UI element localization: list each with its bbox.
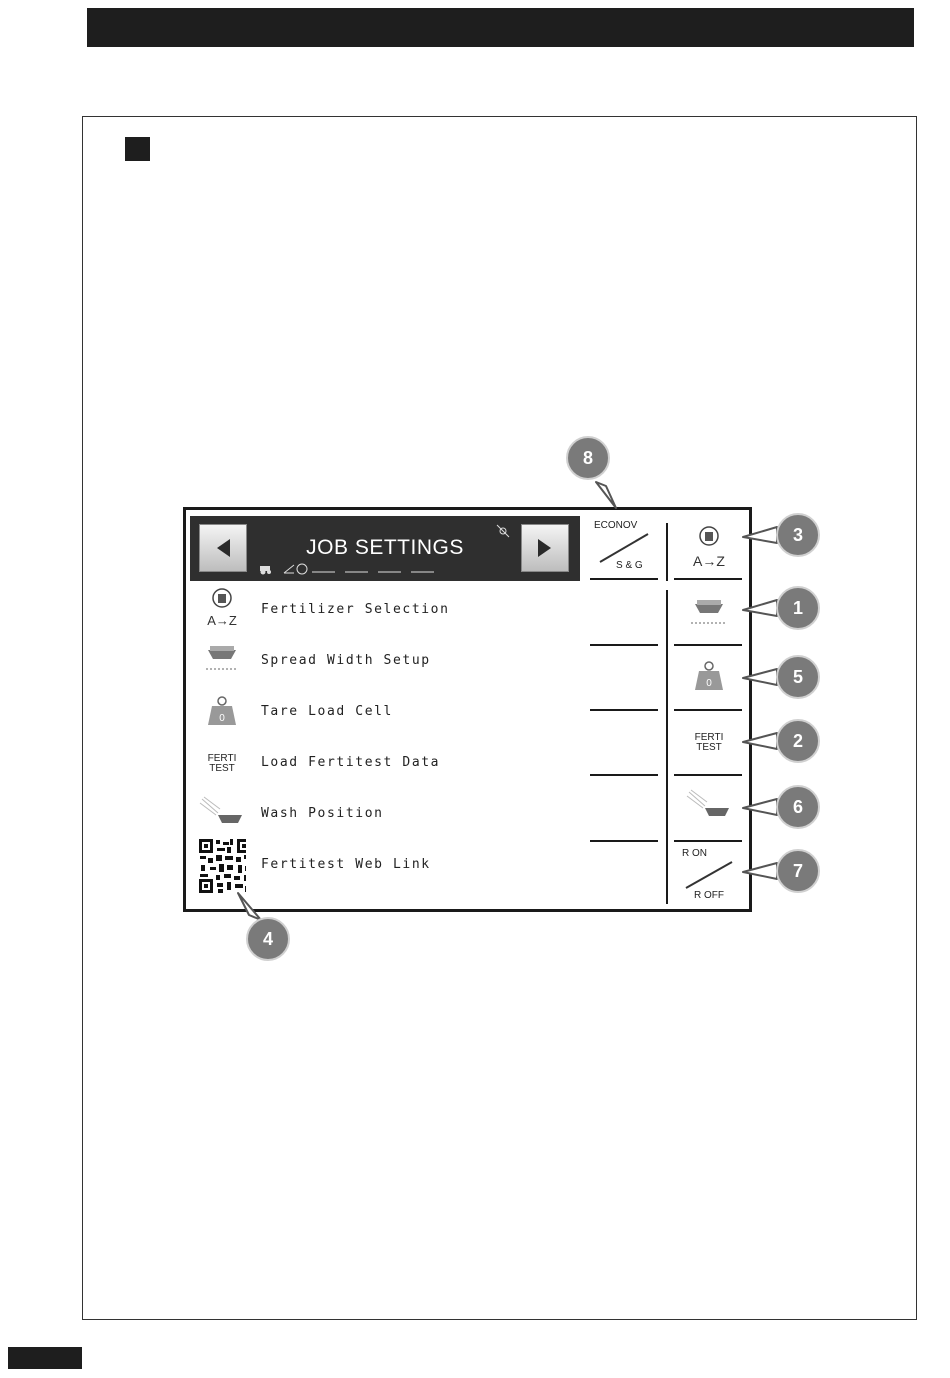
fertitest-icon: FERTI TEST (694, 732, 724, 753)
svg-text:0: 0 (706, 678, 712, 689)
callout-5: 5 (776, 655, 820, 699)
menu-item-load-fertitest[interactable]: Load Fertitest Data (261, 755, 441, 770)
callout-2: 2 (776, 719, 820, 763)
screen-title: JOB SETTINGS (306, 536, 464, 559)
callout-3: 3 (776, 513, 820, 557)
svg-text:0: 0 (219, 713, 225, 724)
menu-item-wash-position[interactable]: Wash Position (261, 806, 384, 821)
menu-item-tare-load-cell[interactable]: Tare Load Cell (261, 704, 393, 719)
menu-item-spread-width[interactable]: Spread Width Setup (261, 653, 431, 668)
svg-text:A→Z: A→Z (693, 553, 725, 569)
callout-7: 7 (776, 849, 820, 893)
svg-text:A→Z: A→Z (207, 613, 237, 628)
callout-1: 1 (776, 586, 820, 630)
callout-8: 8 (566, 436, 610, 480)
r-toggle-softkey[interactable]: R ON R OFF (674, 846, 744, 904)
menu-item-fertilizer-selection[interactable]: Fertilizer Selection (261, 602, 450, 617)
menu-item-fertitest-web-link[interactable]: Fertitest Web Link (261, 857, 431, 872)
callout-4: 4 (246, 917, 290, 961)
fertitest-icon: FERTI TEST (207, 753, 237, 774)
callout-6: 6 (776, 785, 820, 829)
econov-toggle-softkey[interactable]: ECONOV S & G (590, 516, 662, 576)
